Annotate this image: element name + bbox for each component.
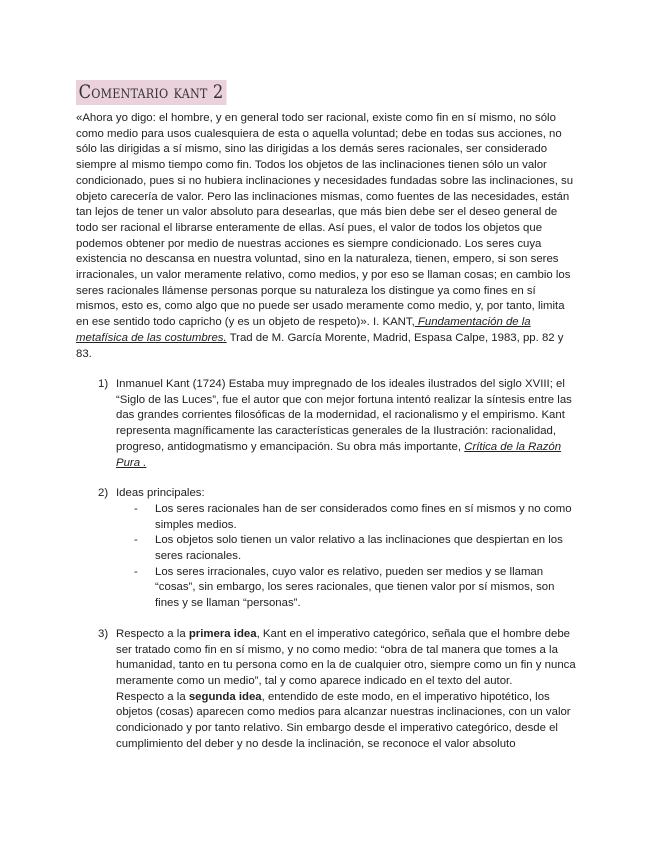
first-idea-paragraph [116,627,578,690]
sub-item-text: Los objetos solo tienen un valor relativo a las inclinaciones que despiertan en los seres racionales. [155,534,563,563]
sub-item [116,502,578,533]
item-number: 2) [98,487,109,500]
second-idea-paragraph [116,690,578,753]
second-idea-bold: segunda idea [188,690,262,703]
p2-pre: Respecto a la [116,690,189,703]
dash-bullet: - [134,502,138,515]
list-item-1 [76,377,578,471]
item-number: 1) [98,378,109,390]
list-item-3 [76,627,578,753]
sub-item-text: Los seres racionales han de ser considerados como fines en sí mismos y no como simples medios. [155,502,572,531]
page-title: Comentario kant 2 [76,80,226,105]
numbered-list [76,377,578,752]
dash-bullet: - [134,565,138,578]
item-number: 3) [98,627,109,640]
p1-pre: Respecto a la [116,627,189,640]
sub-item [116,565,578,612]
work-title-link[interactable]: Crítica de la Razón Pura . [116,440,562,469]
title-block [76,80,251,105]
quote-text: «Ahora yo digo: el hombre, y en general todo ser racional, existe como fin en sí mismo, no sólo como medio para usos cualesquiera de esta o aquella voluntad; debe en todas sus acciones, no sólo las dirigidas a sí mismo, sino las dirigidas a los demás seres racionales, ser considerado siempre al mismo tiempo como fin. Todos los objetos de las inclinaciones tienen sólo un valor condicionado, pues si no hubiera inclinaciones y necesidades fundadas sobre las inclinaciones, su objeto carecería de valor. Pero las inclinaciones mismas, como fuentes de las necesidades, están tan lejos de tener un valor absoluto para desearlas, que más bien debe ser el deseo general de todo ser racional el librarse enteramente de ellas. Así pues, el valor de todos los objetos que podemos obtener por medio de nuestras acciones es siempre condicionado. Los seres cuya existencia no descansa en nuestra voluntad, sino en la naturaleza, tienen, empero, si son seres irracionales, un valor meramente relativo, como medios, y por eso se llaman cosas; en cambio los seres racionales llámense personas porque su naturaleza los distingue ya como fines en sí mismos, esto es, como algo que no puede ser usado meramente como medio, y, por tanto, limita en ese sentido todo capricho (y es un objeto de respeto)». I. KANT, [76,112,574,329]
p1-post: , Kant en el imperativo categórico, señala que el hombre debe ser tratado como fin en sí mismo, y no como medio: “obra de tal manera que tomes a la humanidad, tanto en tu persona como en la de cualquier otro, siempre como un fin y nunca meramente como un medio”, tal y como aparece indicado en el texto del autor. [116,627,576,687]
book-title-link[interactable]: Fundamentación de la metafísica de las costumbres. [76,316,531,344]
dash-bullet: - [134,534,138,547]
p2-post: , entendido de este modo, en el imperativo hipotético, los objetos (cosas) aparecen como medios para alcanzar nuestras inclinaciones, con un valor condicionado y por tanto relativo. Sin embargo desde el imperativo categórico, desde el cumplimiento del deber y no desde la inclinación, se reconoce el valor absoluto [116,690,571,750]
quote-citation: Trad de M. García Morente, Madrid, Espasa Calpe, 1983, pp. 82 y 83. [76,331,564,360]
biography-text: Inmanuel Kant (1724) Estaba muy impregnado de los ideales ilustrados del siglo XVIII; el “Siglo de las Luces”, fue el autor que con mejor fortuna intentó realizar la síntesis entre las das grandes corrientes filosóficas de la modernidad, el racionalismo y el empirismo. Kant representa magníficamente las características generales de la Ilustración: racionalidad, progreso, antidogmatismo y emancipación. Su obra más importante, [116,378,572,453]
sub-item [116,533,578,564]
kant-quote [76,111,578,362]
list-item-2 [76,486,578,612]
first-idea-bold: primera idea [188,627,257,640]
ideas-heading: Ideas principales: [116,487,205,500]
sub-item-text: Los seres irracionales, cuyo valor es relativo, pueden ser medios y se llaman “cosas”, sin embargo, los seres racionales, que tienen valor por sí mismos, son fines y se llaman “personas”. [155,565,555,610]
item-text [116,377,578,471]
